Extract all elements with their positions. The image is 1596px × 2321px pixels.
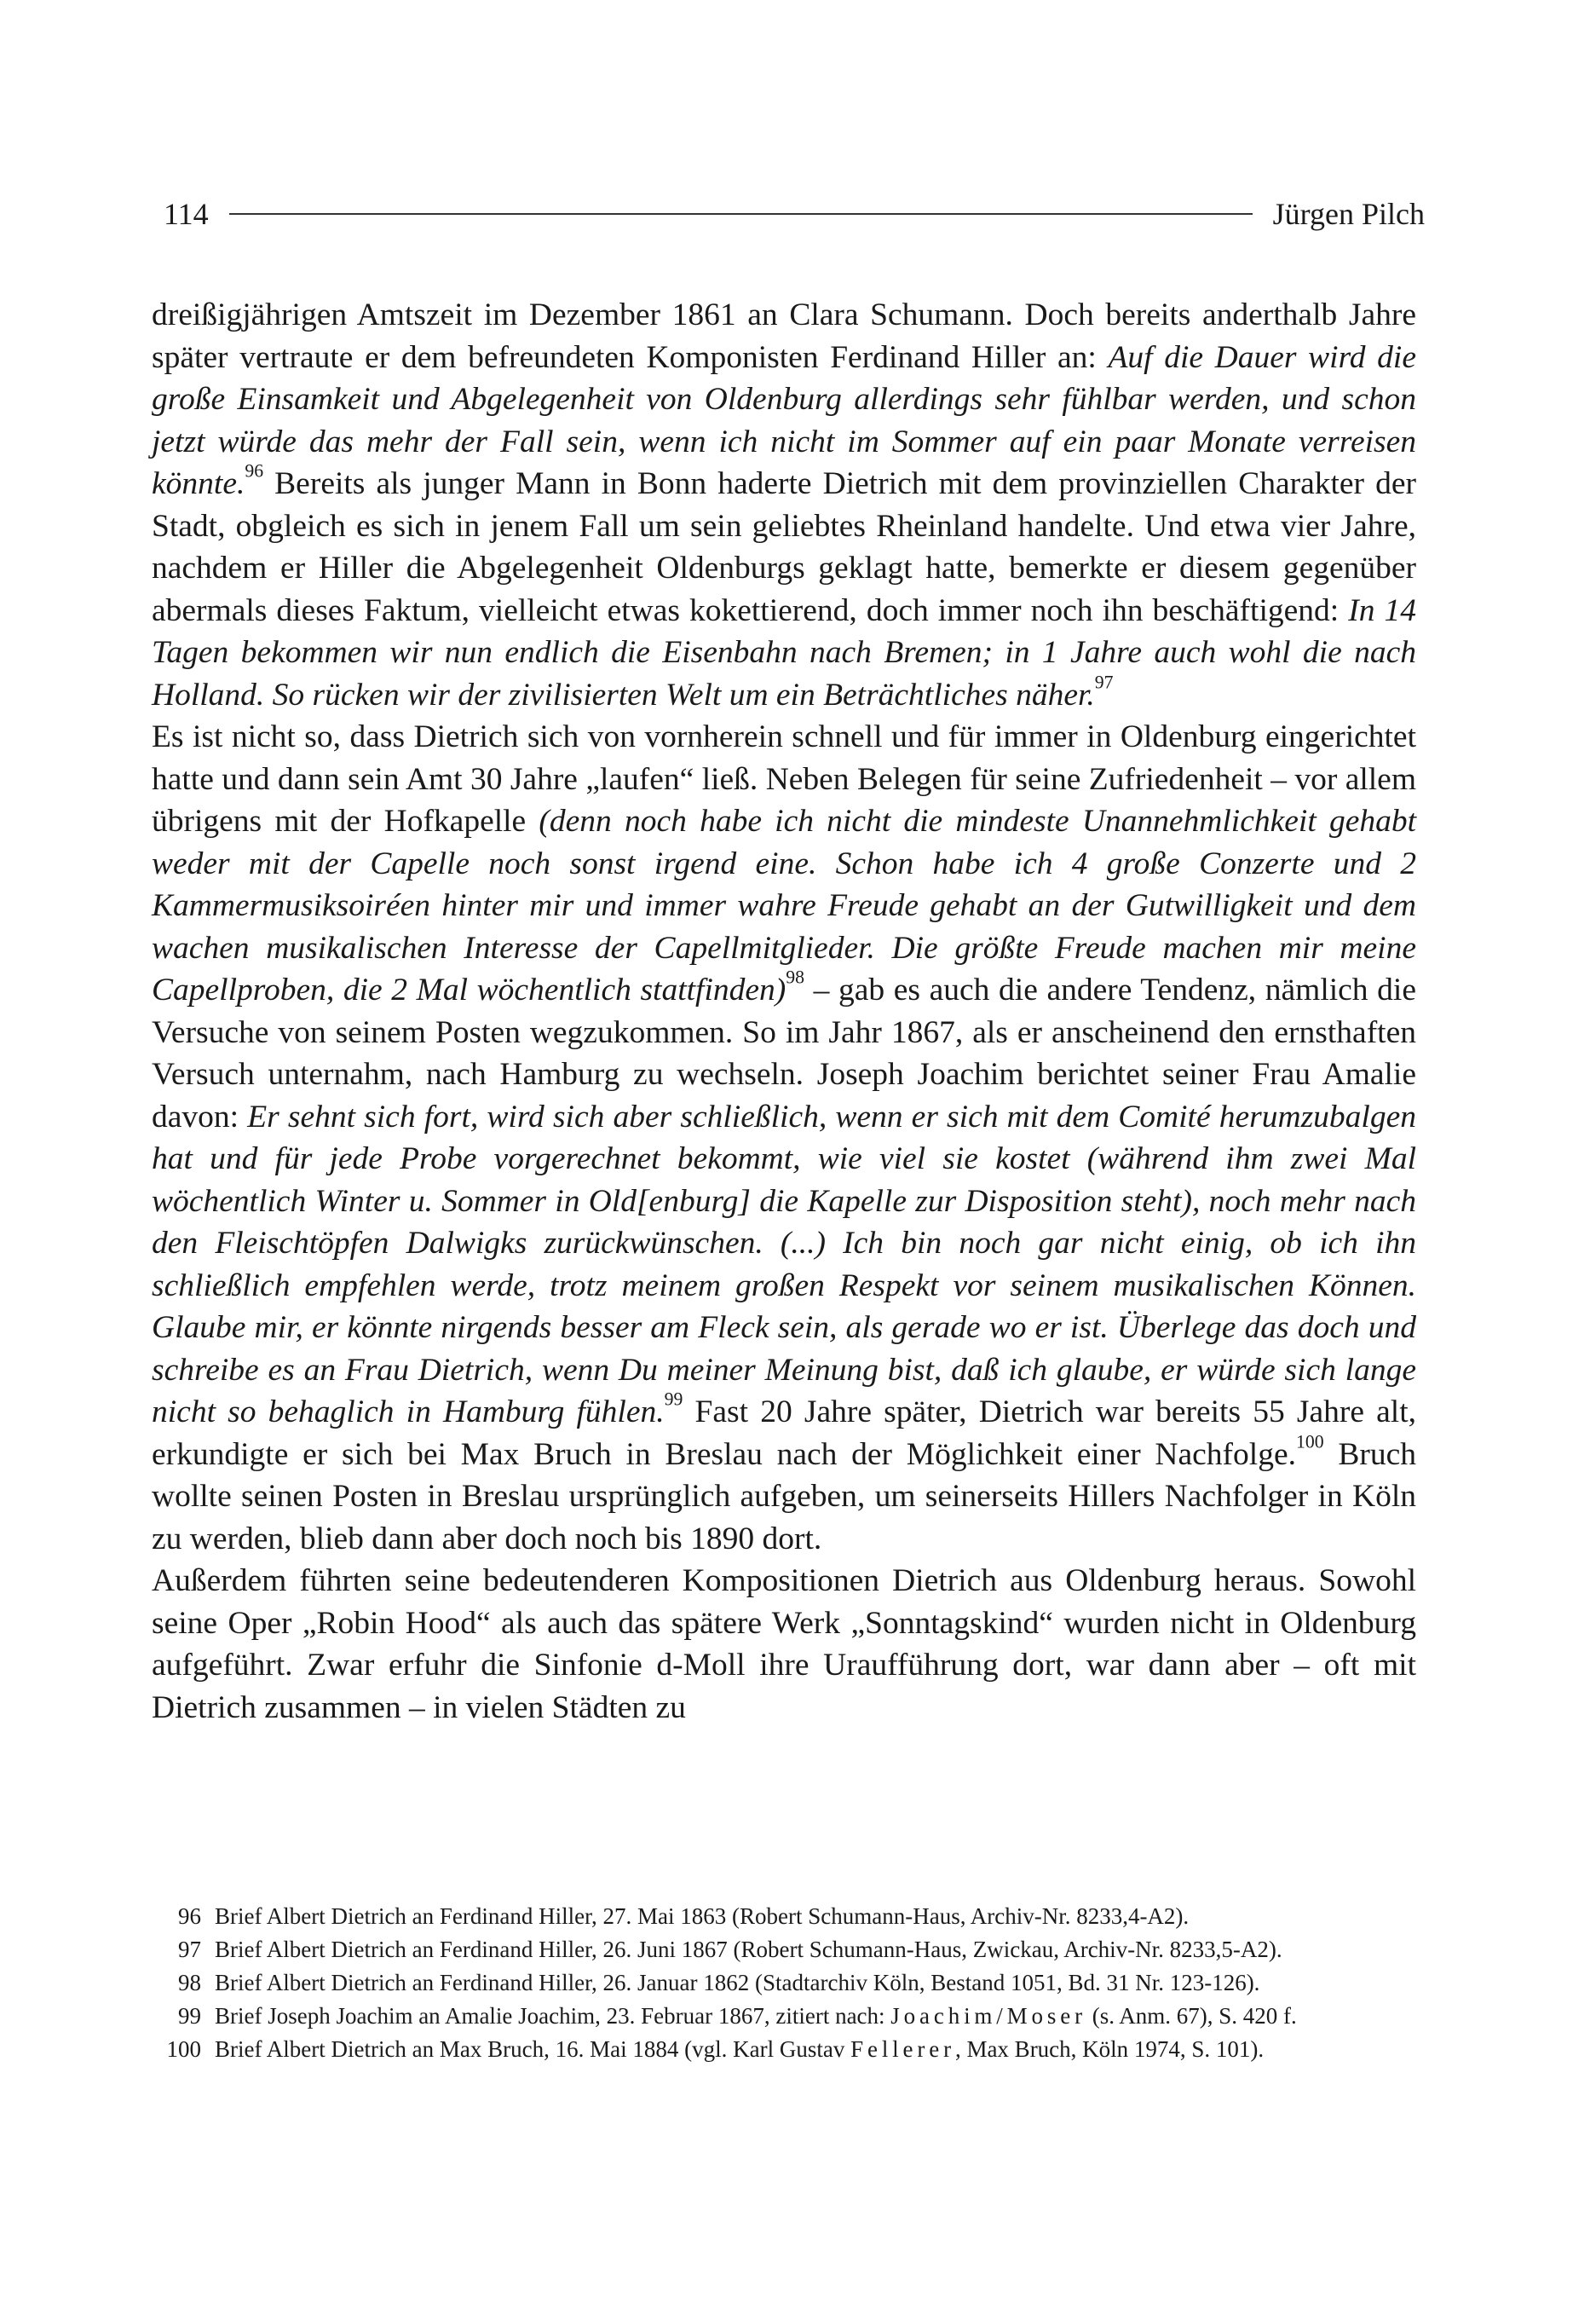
header-rule [229, 213, 1253, 215]
footnote-reference: 97 [1094, 671, 1114, 692]
footnote [152, 1970, 1416, 1996]
footnote [152, 2003, 1416, 2029]
text-run: dreißigjährigen Amtszeit im Dezember 1861 an Clara Schumann. Doch bereits anderthalb Jahre später vertraute er dem befreundeten Komponisten Ferdinand Hiller an: [152, 297, 1416, 375]
footnote-text [215, 1903, 1416, 1930]
footnote-reference: 96 [245, 460, 264, 482]
text-run: Brief Joseph Joachim an Amalie Joachim, 23. Februar 1867, zitiert nach: [215, 2003, 891, 2029]
quotation: Er sehnt sich fort, wird sich aber schließlich, wenn er sich mit dem Comité herumzubalgen hat und für jede Probe vorgerechnet bekommt, wie viel sie kostet (während ihm zwei Mal wöchentlich Winter u. Sommer in Old[enburg] die Kapelle zur Disposition steht), noch mehr nach den Fleischtöpfen Dalwigks zurückwünschen. (...) Ich bin noch gar nicht einig, ob ich ihn schließlich empfehlen werde, trotz meinem großen Respekt vor seinem musikalischen Können. Glaube mir, er könnte nirgends besser am Fleck sein, als gerade wo er ist. Überlege das doch und schreibe es an Frau Dietrich, wenn Du meiner Meinung bist, daß ich glaube, er würde sich lange nicht so behaglich in Hamburg fühlen. [152, 1099, 1416, 1429]
footnote-number: 97 [178, 1937, 201, 1962]
text-run: Brief Albert Dietrich an Ferdinand Hiller, 27. Mai 1863 (Robert Schumann-Haus, Archiv-Nr. 8233,4-A2). [215, 1903, 1190, 1929]
text-run: , Max Bruch, Köln 1974, S. 101). [954, 2036, 1265, 2062]
paragraph [152, 294, 1416, 716]
page-number: 114 [164, 197, 209, 231]
footnote-text [215, 1970, 1416, 1996]
author-name: Fellerer [850, 2036, 955, 2062]
quotation: (denn noch habe ich nicht die mindeste Unannehmlichkeit gehabt weder mit der Capelle noch sonst irgend eine. Schon habe ich 4 große Conzerte und 2 Kammermusiksoiréen hinter mir und immer wahre Freude gehabt an der Gutwilligkeit und dem wachen musikalischen Interesse der Capellmitglieder. Die größte Freude machen mir meine Capellproben, die 2 Mal wöchentlich stattfinden) [152, 804, 1417, 1007]
footnote-number: 100 [166, 2036, 201, 2062]
text-run: Brief Albert Dietrich an Ferdinand Hiller, 26. Juni 1867 (Robert Schumann-Haus, Zwickau, Archiv-Nr. 8233,5-A2). [215, 1937, 1282, 1962]
paragraph [152, 1560, 1416, 1729]
text-run: Brief Albert Dietrich an Max Bruch, 16. Mai 1884 (vgl. Karl Gustav [215, 2036, 851, 2062]
footnote-number: 99 [178, 2003, 201, 2029]
text-run: Brief Albert Dietrich an Ferdinand Hiller, 26. Januar 1862 (Stadtarchiv Köln, Bestand 1051, Bd. 31 Nr. 123-126). [215, 1970, 1260, 1995]
text-run: (s. Anm. 67), S. 420 f. [1086, 2003, 1297, 2029]
footnote-number: 98 [178, 1970, 201, 1995]
text-run: – gab es auch die andere Tendenz, nämlich die Versuche von seinem Posten wegzukommen. So im Jahr 1867, als er anscheinend den ernsthaften Versuch unternahm, nach Hamburg zu wechseln. Joseph Joachim berichtet seiner Frau Amalie davon: [152, 973, 1416, 1135]
running-header [164, 193, 1425, 235]
footnote-reference: 98 [786, 967, 805, 988]
quotation: In 14 Tagen bekommen wir nun endlich die Eisenbahn nach Bremen; in 1 Jahre auch wohl die nach Holland. So rücken wir der zivilisierten Welt um ein Beträchtliches näher. [152, 592, 1416, 713]
text-run: Fast 20 Jahre später, Dietrich war bereits 55 Jahre alt, erkundigte er sich bei Max Bruch in Breslau nach der Möglichkeit einer Nachfolge. [152, 1394, 1416, 1472]
footnote [152, 1903, 1416, 1930]
text-run: Bruch wollte seinen Posten in Breslau ursprünglich aufgeben, um seinerseits Hillers Nachfolger in Köln zu werden, blieb dann aber doch noch bis 1890 dort. [152, 1436, 1416, 1556]
running-title: Jürgen Pilch [1272, 197, 1425, 231]
footnote-text [215, 1937, 1416, 1963]
footnote-text [215, 2003, 1416, 2029]
footnote [152, 1937, 1416, 1963]
footnote-reference: 100 [1295, 1430, 1324, 1452]
footnote [152, 2036, 1416, 2063]
body-text [152, 294, 1416, 1729]
text-run: Bereits als junger Mann in Bonn haderte Dietrich mit dem provinziellen Charakter der Stadt, obgleich es sich in jenem Fall um sein geliebtes Rheinland handelte. Und etwa vier Jahre, nachdem er Hiller die Abgelegenheit Oldenburgs geklagt hatte, bemerkte er diesem gegenüber abermals dieses Faktum, vielleicht etwas kokettierend, doch immer noch ihn beschäftigend: [152, 466, 1416, 628]
footnote-reference: 99 [664, 1389, 683, 1410]
footnote-number: 96 [178, 1903, 201, 1929]
quotation: Auf die Dauer wird die große Einsamkeit und Abgelegenheit von Oldenburg allerdings sehr fühlbar werden, und schon jetzt würde das mehr der Fall sein, wenn ich nicht im Sommer auf ein paar Monate verreisen könnte. [152, 339, 1416, 501]
text-run: Es ist nicht so, dass Dietrich sich von vornherein schnell und für immer in Oldenburg eingerichtet hatte und dann sein Amt 30 Jahre „laufen“ ließ. Neben Belegen für seine Zufriedenheit – vor allem übrigens mit der Hofkapelle [152, 719, 1416, 839]
paragraph [152, 716, 1416, 1560]
footnote-text [215, 2036, 1416, 2063]
footnotes [152, 1903, 1416, 2070]
text-run: Außerdem führten seine bedeutenderen Kompositionen Dietrich aus Oldenburg heraus. Sowohl seine Oper „Robin Hood“ als auch das spätere Werk „Sonntagskind“ wurden nicht in Oldenburg aufgeführt. Zwar erfuhr die Sinfonie d-Moll ihre Uraufführung dort, war dann aber – oft mit Dietrich zusammen – in vielen Städten zu [152, 1563, 1416, 1725]
author-name: Joachim/Moser [890, 2003, 1086, 2029]
